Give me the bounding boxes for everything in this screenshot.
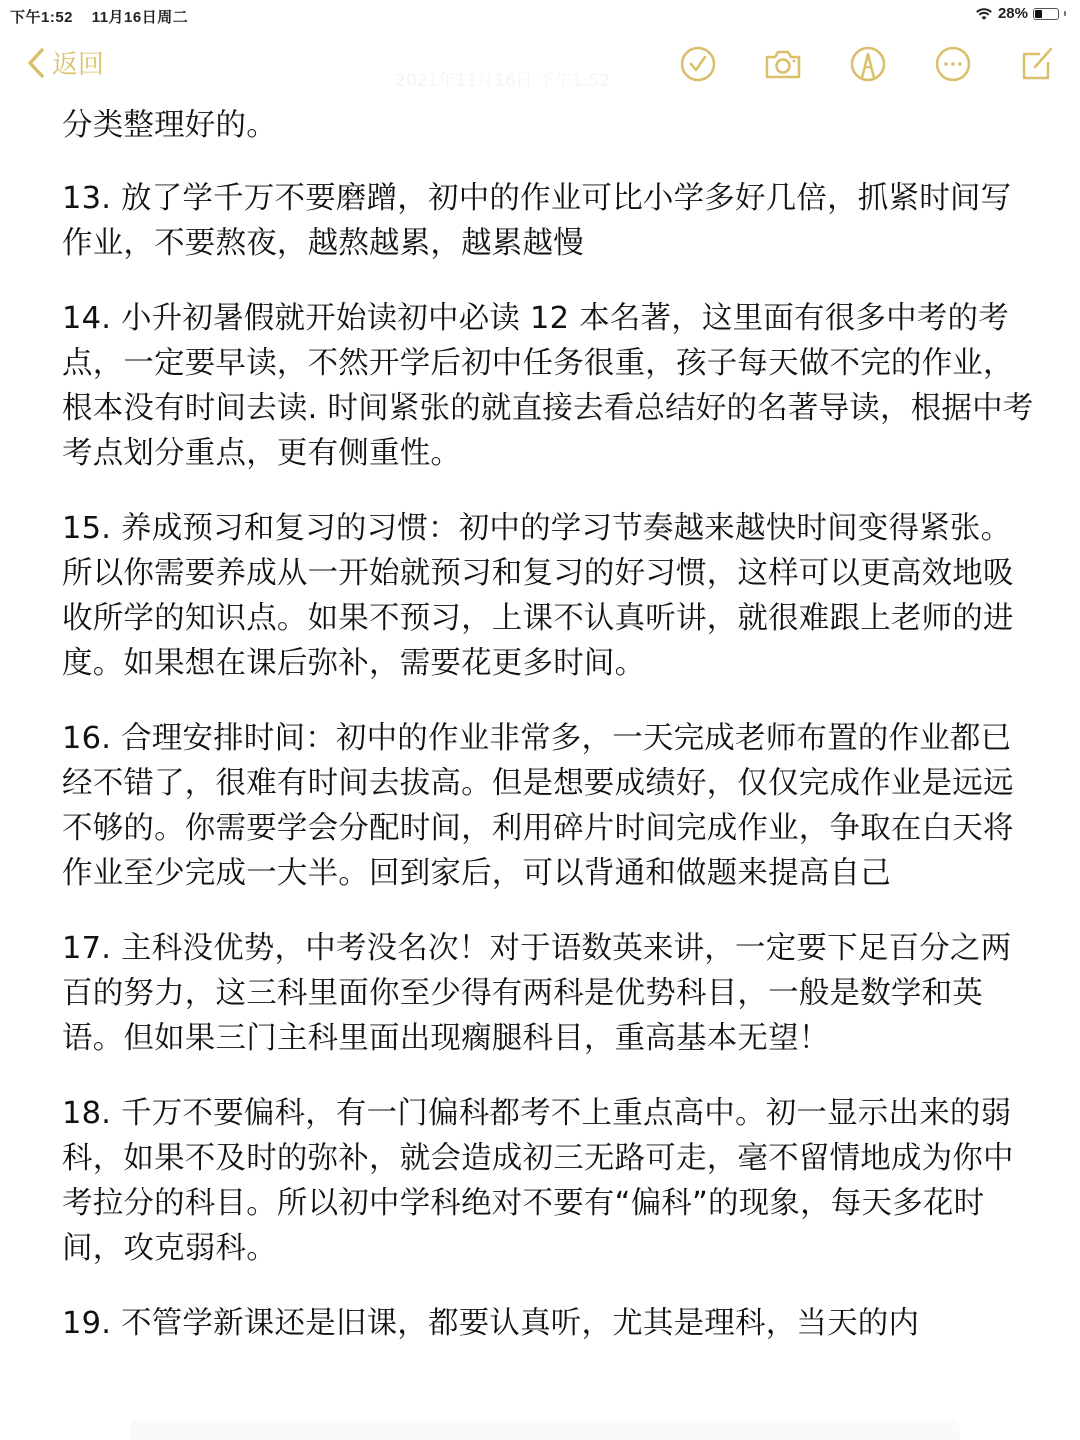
back-label: 返回 [52,50,105,80]
note-paragraph: 18. 千万不要偏科，有一门偏科都考不上重点高中。初一显示出来的弱科，如果不及时的弥补，就会造成初三无路可走，毫不留情地成为你中考拉分的科目。所以初中学科绝对不要有“偏科”的现象，每天多花时间，攻克弱科。 [62,1096,1014,1266]
wifi-icon [975,7,993,21]
note-paragraph: 14. 小升初暑假就开始读初中必读 12 本名著，这里面有很多中考的考点，一定要早读，不然开学后初中任务很重，孩子每天做不完的作业，根本没有时间去读. 时间紧张的就直接去看总结好的名著导读，根据中考考点划分重点，更有侧重性。 [62,301,1034,471]
battery-percent: 28% [997,5,1028,22]
battery-icon [1033,8,1059,20]
status-bar [0,0,1080,30]
status-time: 下午1:52 [10,9,74,26]
more-button[interactable] [933,44,973,84]
toolbar-actions [678,44,1058,84]
note-body[interactable] [62,103,1037,1376]
note-paragraph: 13. 放了学千万不要磨蹭，初中的作业可比小学多好几倍，抓紧时间写作业，不要熬夜，越熬越累，越累越慢 [62,181,1012,261]
keyboard-edge [130,1420,960,1440]
status-date: 11月16日周二 [91,9,189,26]
note-paragraph: 15. 养成预习和复习的习惯：初中的学习节奏越来越快时间变得紧张。所以你需要养成从一开始就预习和复习的好习惯，这样可以更高效地吸收所学的知识点。如果不预习，上课不认真听讲，就很难跟上老师的进度。如果想在课后弥补，需要花更多时间。 [62,511,1014,681]
battery-tip [1064,11,1066,16]
more-icon [933,44,973,84]
note-toolbar [0,36,1080,96]
status-datetime [10,6,202,27]
markup-pen-icon [848,44,888,84]
compose-button[interactable] [1018,44,1058,84]
checklist-icon [678,44,718,84]
note-date-watermark: 2021年11月16日 下午1:52 [395,71,611,91]
back-button[interactable] [26,44,104,81]
camera-button[interactable] [763,44,803,84]
status-indicators [975,5,1066,22]
checklist-button[interactable] [678,44,718,84]
note-paragraph: 19. 不管学新课还是旧课，都要认真听，尤其是理科，当天的内 [62,1306,920,1341]
chevron-left-icon [26,47,46,79]
camera-icon [763,44,803,84]
markup-button[interactable] [848,44,888,84]
note-paragraph: 16. 合理安排时间：初中的作业非常多，一天完成老师布置的作业都已经不错了，很难有时间去拔高。但是想要成绩好，仅仅完成作业是远远不够的。你需要学会分配时间，利用碎片时间完成作业，争取在白天将作业至少完成一大半。回到家后，可以背通和做题来提高自己 [62,721,1014,891]
compose-icon [1018,44,1058,84]
note-paragraph: 分类整理好的。 [62,108,277,143]
note-paragraph: 17. 主科没优势，中考没名次！对于语数英来讲，一定要下足百分之两百的努力，这三科里面你至少得有两科是优势科目，一般是数学和英语。但如果三门主科里面出现瘸腿科目，重高基本无望！ [62,931,1012,1056]
